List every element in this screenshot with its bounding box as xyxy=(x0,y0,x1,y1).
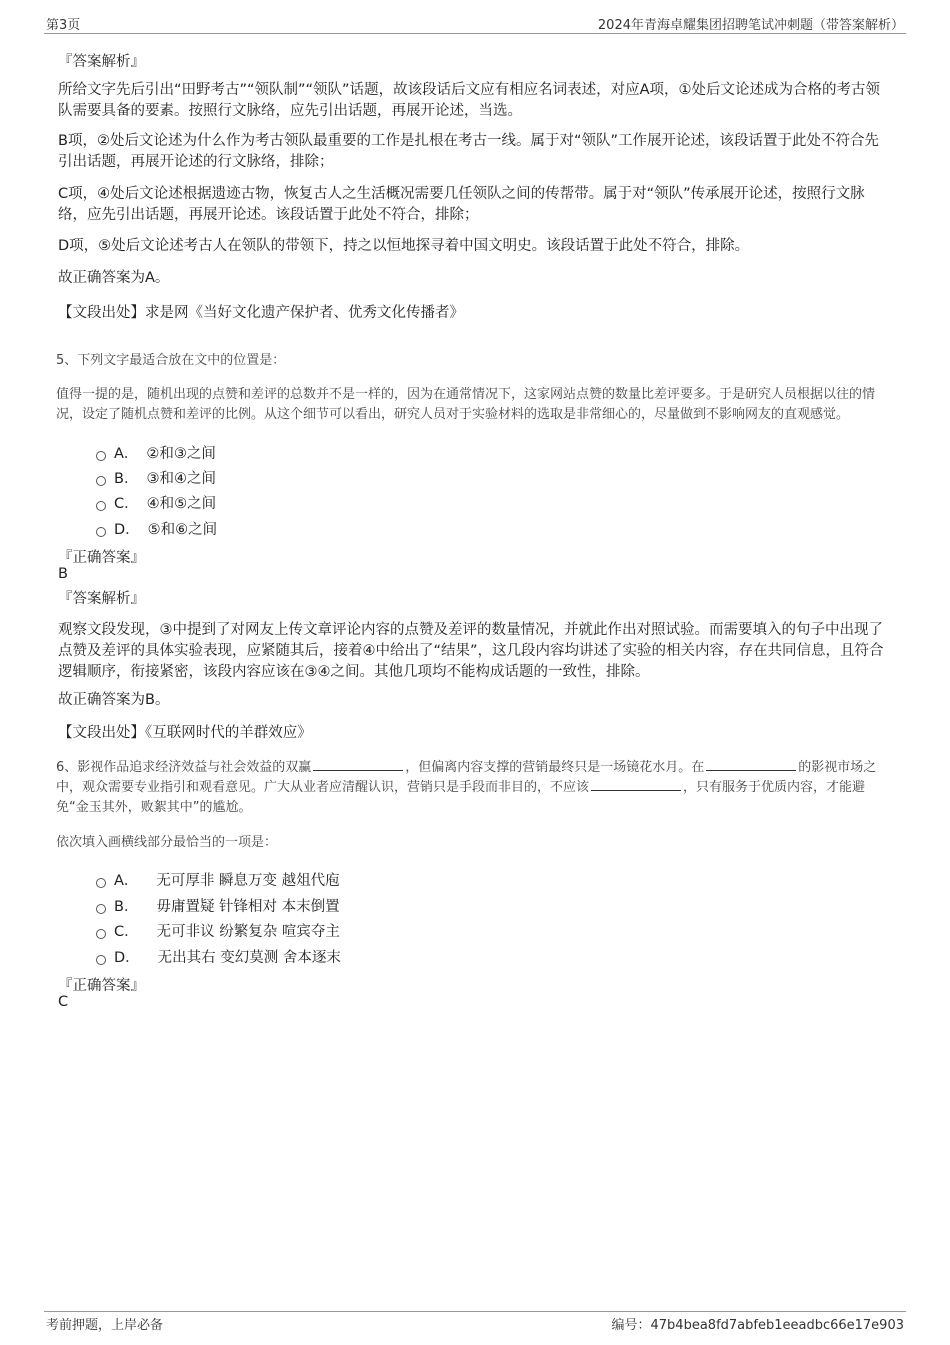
source-citation: 【文段出处】《互联网时代的羊群效应》 xyxy=(58,725,312,741)
analysis-paragraph: B项，②处后文论述为什么作为考古领队最重要的工作是扎根在考古一线。属于对“领队”工作展开论述，该段话置于此处不符合先引出话题，再展开论述的行文脉络，排除； xyxy=(58,133,879,170)
option-c[interactable]: C． 无可非议 纷繁复杂 喧宾夺主 xyxy=(96,920,340,941)
answer-conclusion: 故正确答案为B。 xyxy=(58,692,170,708)
radio-button[interactable] xyxy=(96,955,106,965)
option-a[interactable]: A． 无可厚非 瞬息万变 越俎代庖 xyxy=(96,869,340,890)
analysis-paragraph: 观察文段发现，③中提到了对网友上传文章评论内容的点赞及差评的数量情况，并就此作出对照试验。而需要填入的句子中出现了点赞及差评的具体实验表现，应紧随其后，接着④中给出了“结果”，这几段内容均讲述了实验的相关内容，存在共同信息，且符合逻辑顺序，衔接紧密，该段内容应该在③④之间。其他几项均不能构成话题的一致性，排除。 xyxy=(58,622,884,680)
analysis-label: 『答案解析』 xyxy=(58,591,145,607)
header-divider xyxy=(44,33,906,34)
analysis-label: 『答案解析』 xyxy=(58,54,145,70)
page-number: 第3页 xyxy=(46,18,81,33)
radio-button[interactable] xyxy=(96,527,106,537)
footer-divider xyxy=(44,1311,906,1312)
analysis-paragraph: 所给文字先后引出“田野考古”“领队制”“领队”话题，故该段话后文应有相应名词表述，对应A项，①处后文论述成为合格的考古领队需要具备的要素。按照行文脉络，应先引出话题，再展开论述，当选。 xyxy=(58,82,880,119)
correct-answer-label: 『正确答案』 xyxy=(58,978,145,994)
question-stem: 5、下列文字最适合放在文中的位置是： xyxy=(56,353,286,368)
radio-button[interactable] xyxy=(96,501,106,511)
option-d[interactable]: D． ⑤和⑥之间 xyxy=(96,518,217,539)
option-b[interactable]: B． 毋庸置疑 针锋相对 本末倒置 xyxy=(96,895,340,916)
answer-conclusion: 故正确答案为A。 xyxy=(58,270,170,286)
option-d[interactable]: D． 无出其右 变幻莫测 舍本逐末 xyxy=(96,946,341,967)
analysis-paragraph: D项，⑤处后文论述考古人在领队的带领下，持之以恒地探寻着中国文明史。该段话置于此处不符合，排除。 xyxy=(58,238,750,254)
radio-button[interactable] xyxy=(96,878,106,888)
correct-answer: C xyxy=(58,994,69,1010)
document-title: 2024年青海卓耀集团招聘笔试冲刺题（带答案解析） xyxy=(597,18,904,33)
correct-answer: B xyxy=(58,566,68,582)
question-instruction: 依次填入画横线部分最恰当的一项是： xyxy=(56,835,278,850)
option-b[interactable]: B． ③和④之间 xyxy=(96,467,216,488)
correct-answer-label: 『正确答案』 xyxy=(58,550,145,566)
analysis-paragraph: C项，④处后文论述根据遗迹古物，恢复古人之生活概况需要几任领队之间的传帮带。属于对“领队”传承展开论述，按照行文脉络，应先引出话题，再展开论述。该段话置于此处不符合，排除； xyxy=(58,186,865,223)
radio-button[interactable] xyxy=(96,476,106,486)
option-a[interactable]: A． ②和③之间 xyxy=(96,442,216,463)
footer-slogan: 考前押题，上岸必备 xyxy=(46,1318,164,1333)
fill-blank xyxy=(706,758,796,771)
document-code: 编号：47b4bea8fd7abfeb1eeadbc66e17e903 xyxy=(611,1318,904,1333)
fill-blank xyxy=(591,778,681,791)
source-citation: 【文段出处】求是网《当好文化遗产保护者、优秀文化传播者》 xyxy=(58,305,464,321)
radio-button[interactable] xyxy=(96,904,106,914)
question-stem: 6、影视作品追求经济效益与社会效益的双赢 ，但偏离内容支撑的营销最终只是一场镜花水月。在 的影视市场之中，观众需要专业指引和观看意见。广大从业者应清醒认识，营销只是手段而非目的，不应该 ，只有服务于优质内容，才能避免“金玉其外，败絮其中”的尴尬。 xyxy=(56,760,877,815)
question-passage: 值得一提的是，随机出现的点赞和差评的总数并不是一样的，因为在通常情况下，这家网站点赞的数量比差评要多。于是研究人员根据以往的情况，设定了随机点赞和差评的比例。从这个细节可以看出，研究人员对于实验材料的选取是非常细心的，尽量做到不影响网友的直观感觉。 xyxy=(56,387,876,422)
radio-button[interactable] xyxy=(96,929,106,939)
fill-blank xyxy=(313,758,403,771)
option-c[interactable]: C． ④和⑤之间 xyxy=(96,492,216,513)
radio-button[interactable] xyxy=(96,451,106,461)
